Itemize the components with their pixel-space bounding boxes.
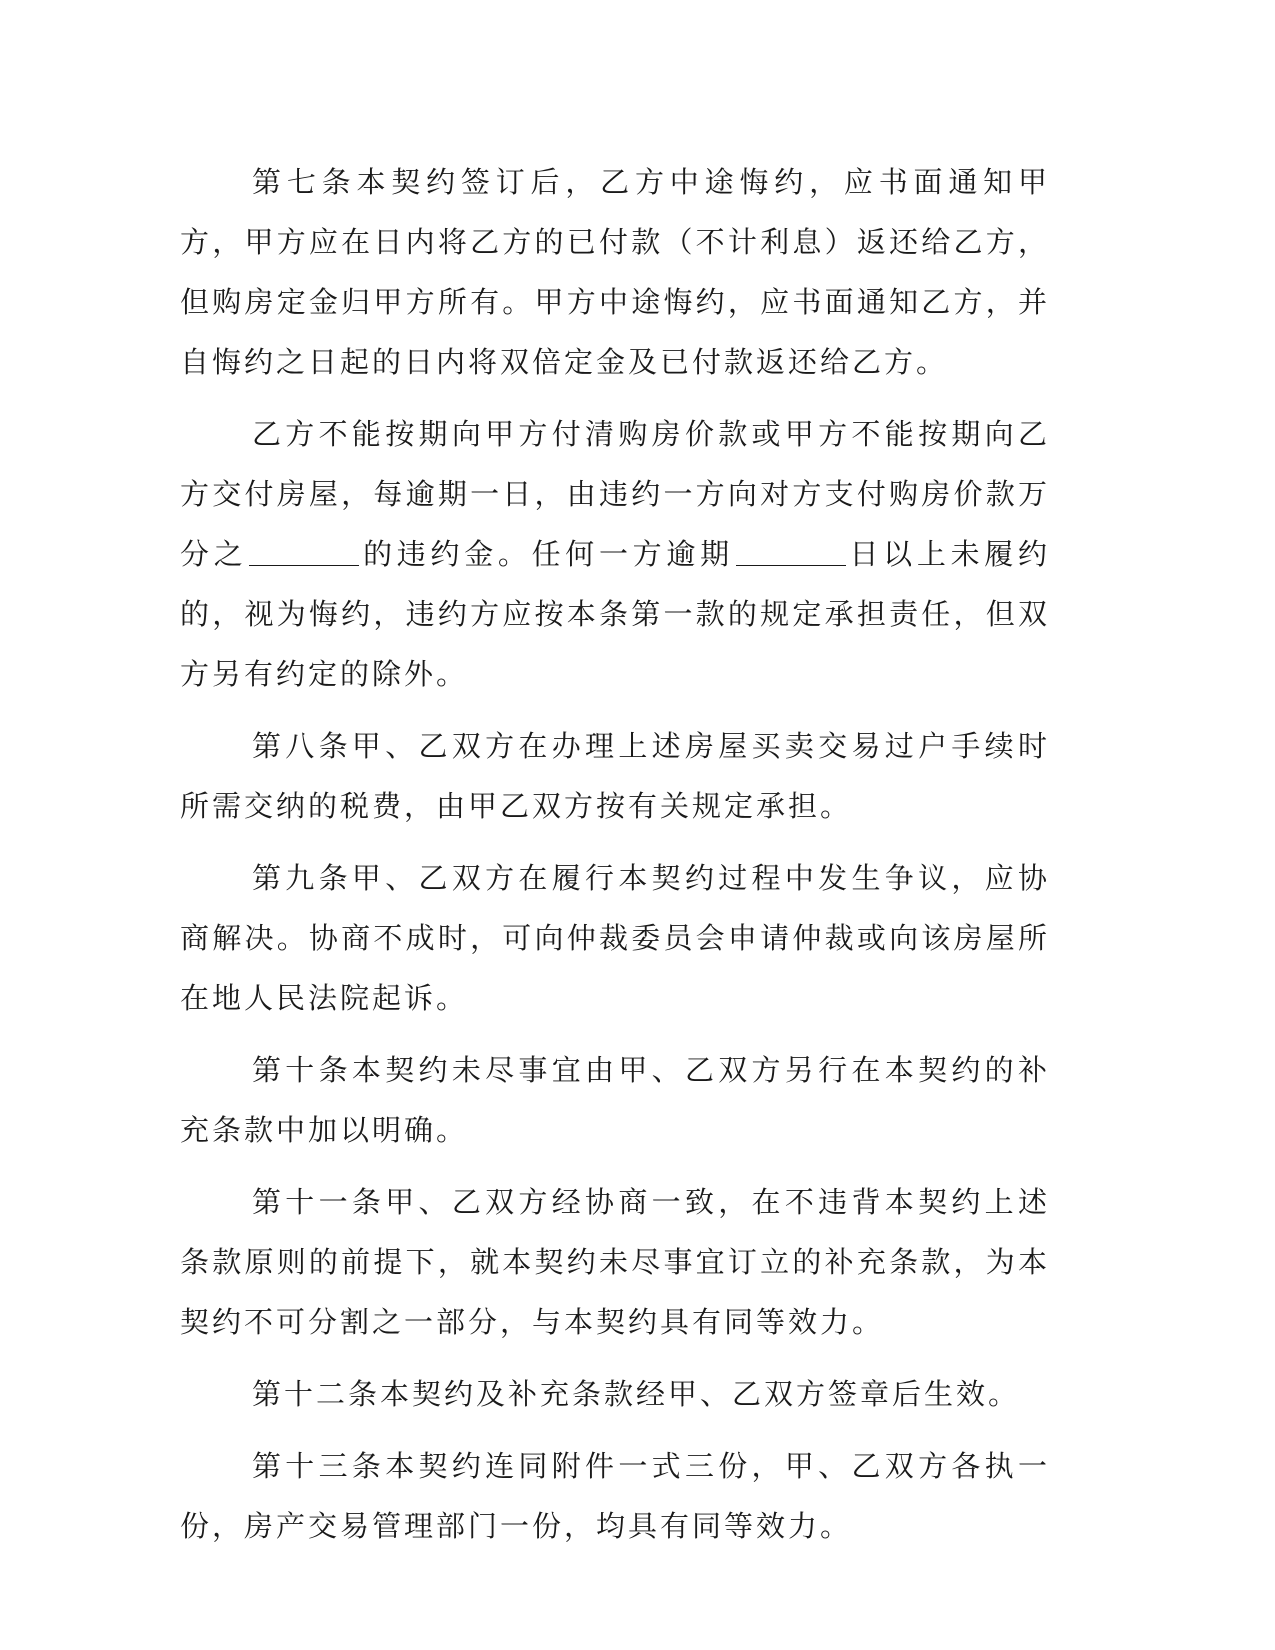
clause-11-paragraph: 第十一条甲、乙双方经协商一致，在不违背本契约上述条款原则的前提下，就本契约未尽事宜订立的补充条款，为本契约不可分割之一部分，与本契约具有同等效力。 [180, 1185, 1050, 1339]
breach-penalty-text-3: 日以上未履约的，视为悔约，违约方应按本条第一款的规定承担责任，但双方另有约定的除外。 [180, 537, 1050, 691]
clause-13-paragraph: 第十三条本契约连同附件一式三份，甲、乙双方各执一份，房产交易管理部门一份，均具有同等效力。 [180, 1449, 1050, 1543]
clause-9-paragraph: 第九条甲、乙双方在履行本契约过程中发生争议，应协商解决。协商不成时，可向仲裁委员会申请仲裁或向该房屋所在地人民法院起诉。 [180, 861, 1050, 1015]
breach-penalty-text-1: 乙方不能按期向甲方付清购房价款或甲方不能按期向乙方交付房屋，每逾期一日，由违约一方向对方支付购房价款万分之 [180, 417, 1050, 571]
document-body [180, 152, 1050, 1568]
clause-12-paragraph: 第十二条本契约及补充条款经甲、乙双方签章后生效。 [252, 1377, 1021, 1411]
clause-7-paragraph: 第七条本契约签订后，乙方中途悔约，应书面通知甲方，甲方应在日内将乙方的已付款（不计利息）返还给乙方，但购房定金归甲方所有。甲方中途悔约，应书面通知乙方，并自悔约之日起的日内将双倍定金及已付款返还给乙方。 [180, 165, 1050, 379]
penalty-rate-blank[interactable] [249, 535, 359, 566]
clause-8-paragraph: 第八条甲、乙双方在办理上述房屋买卖交易过户手续时所需交纳的税费，由甲乙双方按有关规定承担。 [180, 729, 1050, 823]
breach-penalty-text-2: 的违约金。任何一方逾期 [361, 537, 734, 571]
overdue-days-blank[interactable] [736, 535, 846, 566]
breach-penalty-paragraph [180, 404, 1050, 704]
clause-10-paragraph: 第十条本契约未尽事宜由甲、乙双方另行在本契约的补充条款中加以明确。 [180, 1053, 1050, 1147]
